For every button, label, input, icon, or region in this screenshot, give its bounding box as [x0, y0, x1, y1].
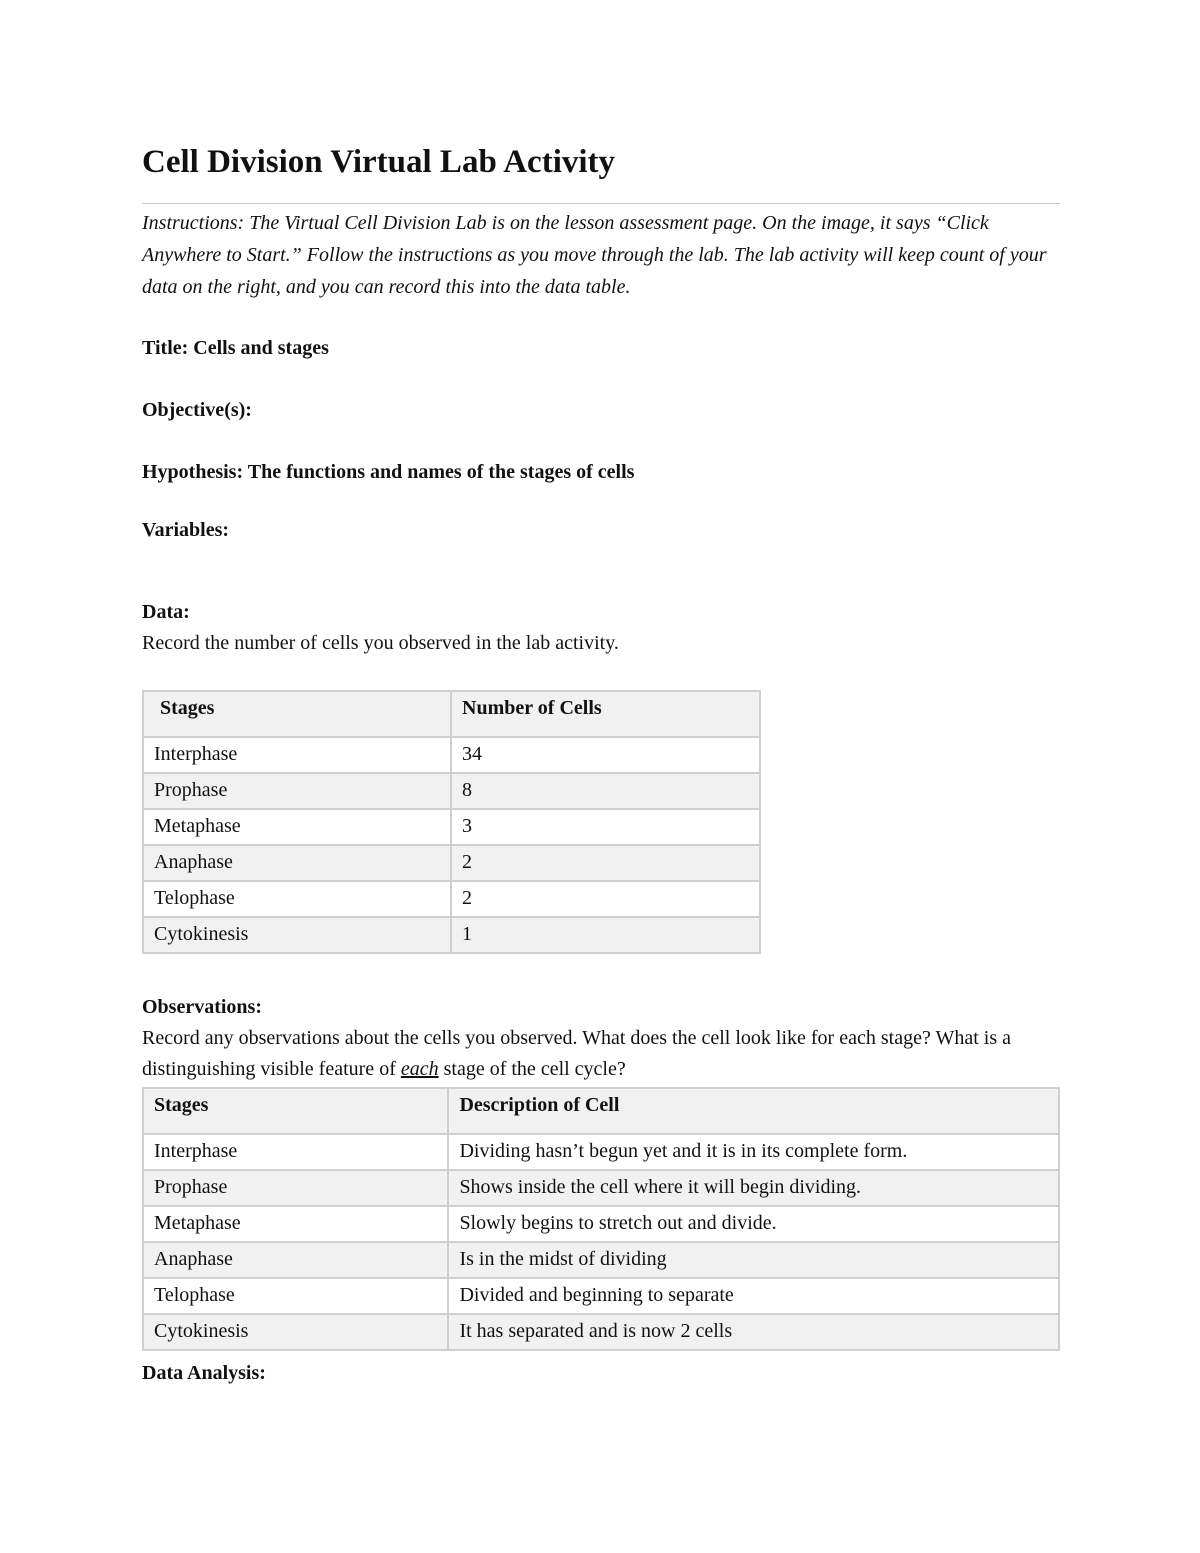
- cell-description-table: [142, 1087, 1060, 1351]
- page-title: Cell Division Virtual Lab Activity: [142, 144, 616, 180]
- column-header-stages: Stages: [143, 1088, 448, 1134]
- stage-cell: Cytokinesis: [143, 1314, 448, 1350]
- column-header-stages: Stages: [143, 691, 451, 737]
- objectives-field: Objective(s):: [142, 399, 252, 421]
- description-cell: Divided and beginning to separate: [448, 1278, 1059, 1314]
- title-field: Title: Cells and stages: [142, 337, 329, 359]
- stage-cell: Telophase: [143, 881, 451, 917]
- table-row: [143, 809, 760, 845]
- stage-cell: Telophase: [143, 1278, 448, 1314]
- stage-cell: Prophase: [143, 1170, 448, 1206]
- stage-cell: Metaphase: [143, 1206, 448, 1242]
- table-row: [143, 1314, 1059, 1350]
- count-cell: 2: [451, 845, 760, 881]
- observations-prompt-emphasis: each: [400, 1058, 439, 1080]
- variables-field: Variables:: [142, 519, 230, 541]
- column-header-description-of-cell: Description of Cell: [448, 1088, 1059, 1134]
- cell-count-table: [142, 690, 761, 954]
- instructions-text: Instructions: The Virtual Cell Division Lab is on the lesson assessment page. On the image, it says “Click Anywhere to Start.” Follow the instructions as you move through the lab. The lab activity will keep count of your data on the right, and you can record this into the data table.: [142, 212, 1047, 298]
- description-cell: It has separated and is now 2 cells: [448, 1314, 1059, 1350]
- data-heading: Data:: [142, 601, 190, 623]
- data-prompt: Record the number of cells you observed in the lab activity.: [142, 632, 619, 654]
- stage-cell: Interphase: [143, 737, 451, 773]
- stage-cell: Cytokinesis: [143, 917, 451, 953]
- observations-prompt-part-2: stage of the cell cycle?: [438, 1058, 626, 1080]
- stage-cell: Prophase: [143, 773, 451, 809]
- table-row: [143, 881, 760, 917]
- count-cell: 3: [451, 809, 760, 845]
- count-cell: 2: [451, 881, 760, 917]
- table-row: [143, 1278, 1059, 1314]
- table-row: [143, 1134, 1059, 1170]
- table-row: [143, 1242, 1059, 1278]
- table-row: [143, 737, 760, 773]
- title-divider: [142, 203, 1060, 204]
- table-row: [143, 1170, 1059, 1206]
- description-cell: Is in the midst of dividing: [448, 1242, 1059, 1278]
- count-cell: 1: [451, 917, 760, 953]
- table-row: [143, 917, 760, 953]
- count-cell: 8: [451, 773, 760, 809]
- table-row: [143, 773, 760, 809]
- column-header-number-of-cells: Number of Cells: [451, 691, 760, 737]
- observations-prompt-part-1: Record any observations about the cells you observed. What does the cell look like for each stage? What is a distinguishing visible feature of: [142, 1027, 1011, 1080]
- table-row: [143, 845, 760, 881]
- description-cell: Slowly begins to stretch out and divide.: [448, 1206, 1059, 1242]
- table-header-row: [143, 1088, 1059, 1134]
- description-cell: Shows inside the cell where it will begin dividing.: [448, 1170, 1059, 1206]
- hypothesis-field: Hypothesis: The functions and names of the stages of cells: [142, 461, 635, 483]
- observations-heading: Observations:: [142, 996, 262, 1018]
- stage-cell: Metaphase: [143, 809, 451, 845]
- observations-prompt: [142, 1023, 1060, 1085]
- stage-cell: Anaphase: [143, 845, 451, 881]
- table-row: [143, 1206, 1059, 1242]
- stage-cell: Interphase: [143, 1134, 448, 1170]
- stage-cell: Anaphase: [143, 1242, 448, 1278]
- table-header-row: [143, 691, 760, 737]
- description-cell: Dividing hasn’t begun yet and it is in its complete form.: [448, 1134, 1059, 1170]
- count-cell: 34: [451, 737, 760, 773]
- data-analysis-heading: Data Analysis:: [142, 1362, 266, 1384]
